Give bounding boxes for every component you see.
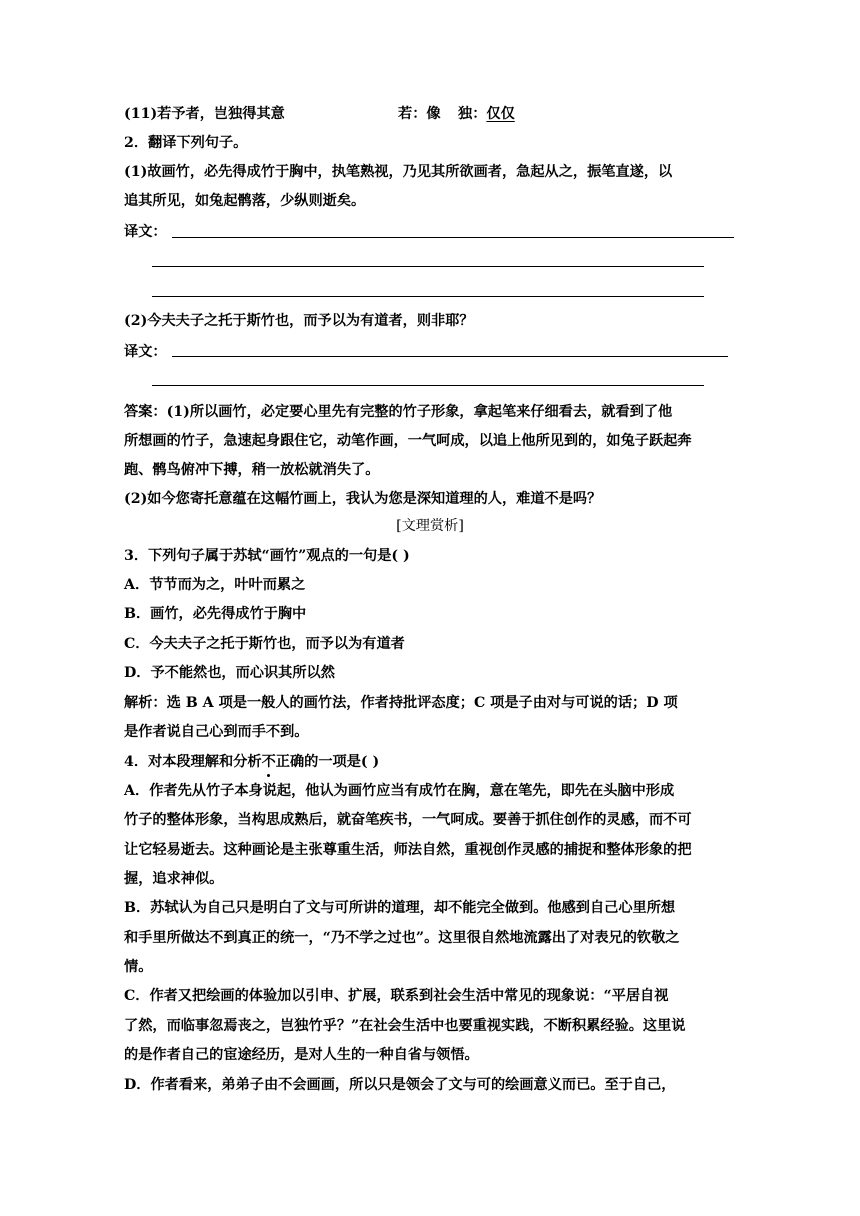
- answer-line-4: (2)如今您寄托意蕴在这幅竹画上，我认为您是深知道理的人，难道不是吗？: [124, 491, 602, 507]
- q4-option-b-line-3: 情。: [124, 959, 153, 975]
- q2-title: 2．翻译下列句子。: [124, 135, 248, 151]
- q3-analysis-line-1: 解析：选 B A 项是一般人的画竹法，作者持批评态度；C 项是子由对与可说的话；D 项: [124, 695, 678, 711]
- q3-stem: 3．下列句子属于苏轼“画竹”观点的一句是( ): [124, 548, 410, 564]
- answer-line-2: 所想画的竹子，急速起身跟住它，动笔作画，一气呵成，以追上他所见到的，如兔子跃起奔: [124, 433, 692, 449]
- q3-analysis-line-2: 是作者说自己心到而手不到。: [124, 724, 309, 740]
- gloss-du-prefix: 独：: [458, 106, 487, 122]
- q2-translation-label-1: 译文：: [124, 224, 167, 240]
- q4-option-c-line-2: 了然，而临事忽焉丧之，岂独竹乎？”在社会生活中也要重视实践，不断积累经验。这里说: [124, 1018, 686, 1034]
- q4-option-b-line-2: 和手里所做达不到真正的统一，“乃不学之过也”。这里很自然地流露出了对表兄的钦敬之: [124, 930, 680, 946]
- section-title: [文理赏析]: [396, 518, 464, 534]
- q2-sentence1-line1: (1)故画竹，必先得成竹于胸中，执笔熟视，乃见其所欲画者，急起从之，振笔直遂，以: [124, 164, 673, 180]
- q4-stem-pre: 4．对本段理解和分析: [124, 754, 262, 770]
- q3-option-b: B．画竹，必先得成竹于胸中: [124, 606, 307, 622]
- q3-option-d: D．予不能然也，而心识其所以然: [124, 665, 335, 681]
- q2-sentence2: (2)今夫夫子之托于斯竹也，而予以为有道者，则非耶？: [124, 313, 474, 329]
- q4-option-a-line-2: 竹子的整体形象，当构思成熟后，就奋笔疾书，一气呵成。要善于抓住创作的灵感，而不可: [124, 812, 692, 828]
- q2-sentence1-line2: 追其所见，如兔起鹘落，少纵则逝矣。: [124, 193, 366, 209]
- translation-blank-line[interactable]: [172, 237, 734, 238]
- q3-option-c: C．今夫夫子之托于斯竹也，而予以为有道者: [124, 636, 405, 652]
- translation-blank-line[interactable]: [152, 385, 704, 386]
- q4-option-c-line-1: C．作者又把绘画的体验加以引申、扩展，联系到社会生活中常见的现象说：“平居自视: [124, 988, 669, 1004]
- q4-option-b-line-1: B．苏轼认为自己只是明白了文与可所讲的道理，却不能完全做到。他感到自己心里所想: [124, 900, 676, 916]
- translation-blank-line[interactable]: [152, 296, 704, 297]
- item-11-sentence: (11)若予者，岂独得其意: [124, 106, 285, 122]
- q4-emphasis-dot: 不: [261, 754, 276, 770]
- q4-option-d-line-1: D．作者看来，弟弟子由不会画画，所以只是领会了文与可的绘画意义而已。至于自己，: [124, 1077, 676, 1093]
- translation-blank-line[interactable]: [152, 266, 704, 267]
- q4-option-a-line-3: 让它轻易逝去。这种画论是主张尊重生活，师法自然，重视创作灵感的捕捉和整体形象的把: [124, 842, 692, 858]
- q4-stem-post: 正确的一项是( ): [275, 754, 380, 770]
- q4-option-a-line-1: A．作者先从竹子本身说起，他认为画竹应当有成竹在胸，意在笔先，即先在头脑中形成: [124, 783, 675, 799]
- q2-translation-label-2: 译文：: [124, 344, 167, 360]
- q4-option-c-line-3: 的是作者自己的宦途经历，是对人生的一种自省与领悟。: [124, 1047, 479, 1063]
- answer-line-3: 跑、鹘鸟俯冲下搏，稍一放松就消失了。: [124, 462, 380, 478]
- q3-option-a: A．节节而为之，叶叶而累之: [124, 577, 306, 593]
- q4-option-a-line-4: 握，追求神似。: [124, 871, 224, 887]
- gloss-du-value: 仅仅: [486, 106, 515, 122]
- answer-line-1: 答案：(1)所以画竹，必定要心里先有完整的竹子形象，拿起笔来仔细看去，就看到了他: [124, 404, 673, 420]
- item-11-gloss-ruo: 若：像: [398, 106, 441, 122]
- item-11-gloss-du: [458, 104, 515, 124]
- translation-blank-line[interactable]: [172, 356, 728, 357]
- q4-stem: [124, 752, 379, 772]
